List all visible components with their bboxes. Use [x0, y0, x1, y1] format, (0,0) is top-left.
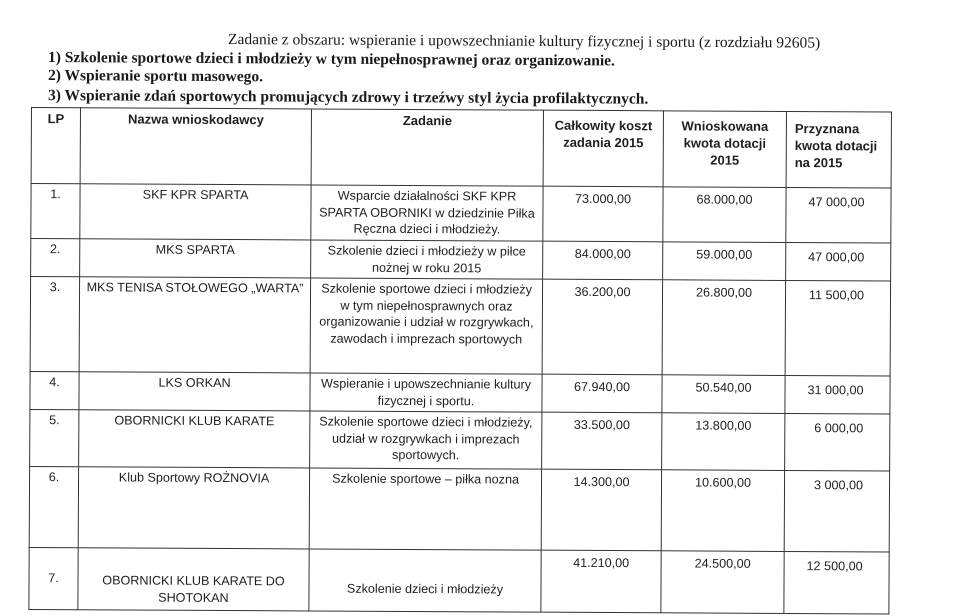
page-title: Zadanie z obszaru: wspieranie i upowszechnianie kultury fizycznej i sportu (z rozdziału 92605) [227, 31, 821, 52]
cell-total-cost: 36.200,00 [542, 279, 662, 375]
grants-table [28, 107, 892, 615]
table-row [31, 184, 891, 244]
cell-granted-amount: 3 000,00 [784, 470, 889, 552]
cell-total-cost: 41.210,00 [541, 550, 661, 613]
cell-applicant-name: MKS SPARTA [80, 239, 311, 278]
cell-requested-amount: 59.000,00 [663, 242, 786, 281]
cell-task: Szkolenie sportowe dzieci i młodzieży w tym niepełnosprawnych oraz organizowanie i udział w rozgrywkach, zawodach i imprezach sportowych [310, 278, 542, 374]
cell-granted-amount: 11 500,00 [785, 280, 890, 376]
cell-task: Szkolenie dzieci i młodzieży [309, 549, 541, 612]
grants-table-wrapper [28, 107, 891, 614]
cell-total-cost: 67.940,00 [542, 374, 662, 413]
cell-applicant-name: OBORNICKI KLUB KARATE DO SHOTOKAN [78, 548, 309, 611]
cell-total-cost: 33.500,00 [542, 412, 662, 470]
cell-lp: 7. [29, 547, 78, 609]
header-task: Zadanie [311, 109, 543, 186]
table-row [29, 466, 889, 552]
cell-requested-amount: 26.800,00 [662, 280, 785, 376]
table-row [29, 547, 889, 614]
header-lp: LP [31, 108, 80, 184]
cell-total-cost: 14.300,00 [541, 469, 661, 551]
cell-applicant-name: Klub Sportowy ROŻNOVIA [78, 467, 309, 549]
cell-applicant-name: LKS ORKAN [79, 372, 310, 411]
cell-applicant-name: OBORNICKI KLUB KARATE [79, 410, 310, 468]
cell-lp: 5. [30, 409, 79, 466]
cell-lp: 3. [30, 277, 79, 372]
header-total-cost: Całkowity koszt zadania 2015 [543, 110, 663, 187]
cell-lp: 4. [30, 371, 79, 409]
header-requested-amount: Wnioskowana kwota dotacji 2015 [663, 111, 786, 188]
cell-lp: 1. [31, 184, 80, 239]
header-applicant-name: Nazwa wnioskodawcy [80, 108, 311, 185]
table-row [30, 371, 890, 414]
cell-requested-amount: 13.800,00 [662, 413, 785, 471]
cell-lp: 6. [29, 466, 78, 547]
task-point-2: 2) Wspieranie sportu masowego. [47, 67, 264, 86]
cell-requested-amount: 24.500,00 [661, 551, 784, 614]
cell-task: Szkolenie dzieci i młodzieży w piłce nożnej w roku 2015 [311, 240, 543, 279]
table-header-row [31, 108, 891, 189]
cell-task: Szkolenie sportowe dzieci i młodzieży, udział w rozgrywkach i imprezach sportowych. [310, 411, 542, 469]
cell-task: Wsparcie działalności SKF KPR SPARTA OBORNIKI w dziedzinie Piłka Ręczna dzieci i młodzieży. [311, 185, 543, 241]
cell-granted-amount: 31 000,00 [785, 375, 890, 414]
cell-total-cost: 84.000,00 [543, 241, 663, 280]
cell-task: Wspieranie i upowszechnianie kultury fizycznej i sportu. [310, 373, 542, 412]
cell-granted-amount: 6 000,00 [785, 413, 890, 471]
cell-requested-amount: 68.000,00 [663, 187, 786, 243]
table-row [30, 277, 890, 377]
task-point-1: 1) Szkolenie sportowe dzieci i młodzieży w tym niepełnosprawnej oraz organizowanie. [47, 49, 616, 70]
cell-requested-amount: 50.540,00 [662, 375, 785, 414]
cell-task: Szkolenie sportowe – piłka nozna [309, 468, 541, 550]
task-point-3: 3) Wspieranie zdań sportowych promujących zdrowy i trzeźwy styl życia profilaktycznych. [47, 87, 649, 108]
cell-applicant-name: MKS TENISA STOŁOWEGO „WARTA” [79, 277, 310, 373]
table-row [30, 409, 890, 471]
cell-granted-amount: 47 000,00 [786, 187, 891, 243]
cell-total-cost: 73.000,00 [543, 186, 663, 242]
cell-granted-amount: 12 500,00 [784, 551, 889, 614]
cell-granted-amount: 47 000,00 [786, 242, 891, 281]
header-granted-amount: Przyznana kwota dotacji na 2015 [786, 111, 891, 188]
cell-lp: 2. [31, 239, 80, 277]
cell-applicant-name: SKF KPR SPARTA [80, 184, 311, 240]
cell-requested-amount: 10.600,00 [661, 470, 784, 552]
table-row [31, 239, 891, 282]
